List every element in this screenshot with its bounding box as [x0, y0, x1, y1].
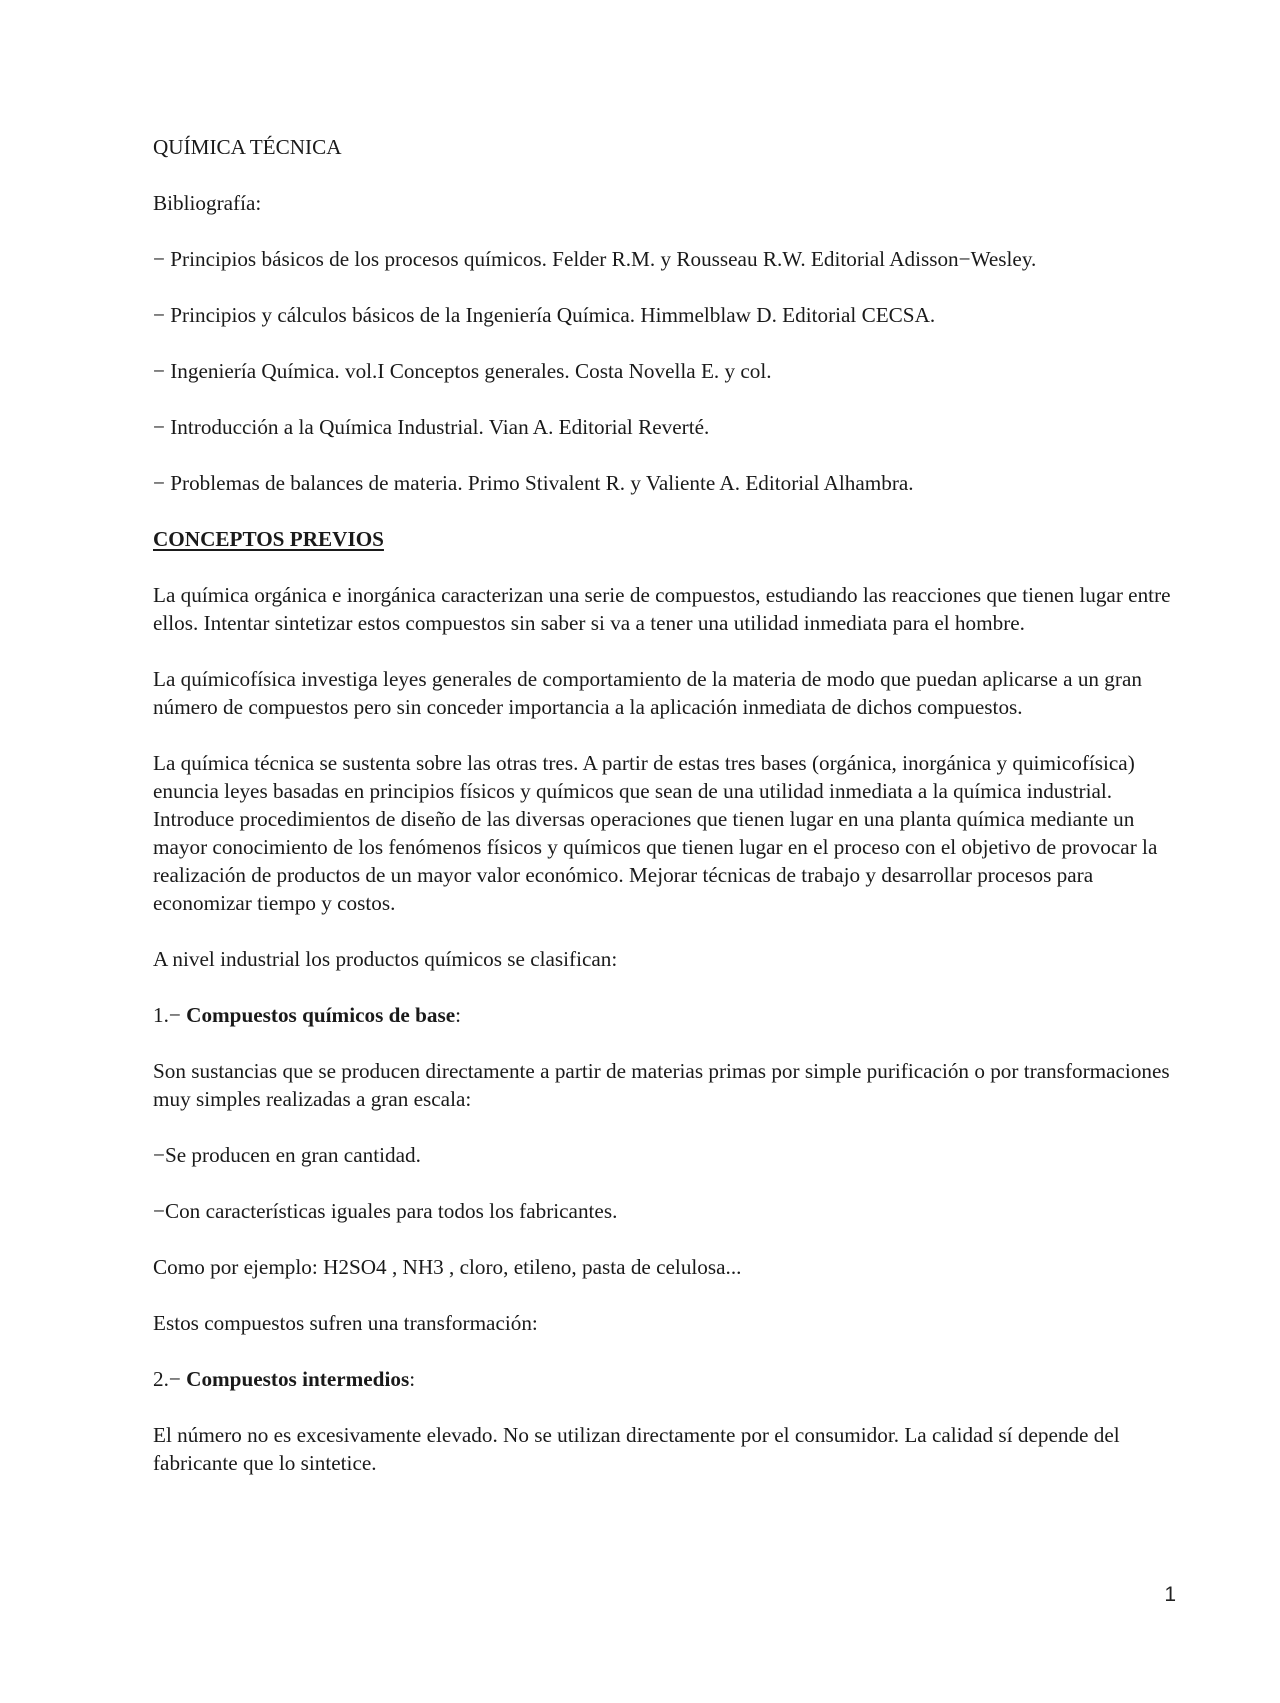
- bibliography-entry-1: − Principios básicos de los procesos químicos. Felder R.M. y Rousseau R.W. Editorial Adisson−Wesley.: [153, 247, 1037, 271]
- document-title: QUÍMICA TÉCNICA: [153, 135, 342, 159]
- paragraph-organic-inorganic: La química orgánica e inorgánica caracterizan una serie de compuestos, estudiando las reacciones que tienen lugar entre ellos. Intentar sintetizar estos compuestos sin saber si va a tener una utilidad inmediata para el hombre.: [153, 583, 1171, 635]
- item-2-description: El número no es excesivamente elevado. No se utilizan directamente por el consumidor. La calidad sí depende del fabricante que lo sintetice.: [153, 1423, 1120, 1475]
- item-1-description: Son sustancias que se producen directamente a partir de materias primas por simple purificación o por transformaciones muy simples realizadas a gran escala:: [153, 1059, 1170, 1111]
- paragraph-technical-chemistry: La química técnica se sustenta sobre las otras tres. A partir de estas tres bases (orgánica, inorgánica y quimicofísica) enuncia leyes basadas en principios físicos y químicos que sean de una utilidad inmediata a la química industrial. Introduce procedimientos de diseño de las diversas operaciones que tienen lugar en una planta química mediante un mayor conocimiento de los fenómenos físicos y químicos que tienen lugar en el proceso con el objetivo de provocar la realización de productos de un mayor valor económico. Mejorar técnicas de trabajo y desarrollar procesos para economizar tiempo y costos.: [153, 751, 1158, 915]
- page-number: 1: [1164, 1583, 1176, 1606]
- item-2-suffix: :: [409, 1367, 416, 1391]
- bibliography-entry-2: − Principios y cálculos básicos de la Ingeniería Química. Himmelblaw D. Editorial CECSA.: [153, 303, 936, 327]
- item-2-heading: [153, 1365, 1183, 1393]
- paragraph-classification: A nivel industrial los productos químicos se clasifican:: [153, 947, 618, 971]
- paragraph-physical-chemistry: La químicofísica investiga leyes generales de comportamiento de la materia de modo que puedan aplicarse a un gran número de compuestos pero sin conceder importancia a la aplicación inmediata de dichos compuestos.: [153, 667, 1142, 719]
- item-1-point-2: −Con características iguales para todos los fabricantes.: [153, 1199, 618, 1223]
- bibliography-entry-3: − Ingeniería Química. vol.I Conceptos generales. Costa Novella E. y col.: [153, 359, 772, 383]
- item-1-number: 1.−: [153, 1003, 187, 1027]
- item-2-label: Compuestos intermedios: [186, 1367, 410, 1391]
- item-1-label: Compuestos químicos de base: [186, 1003, 456, 1027]
- item-1-heading: [153, 1001, 1183, 1029]
- section-heading: CONCEPTOS PREVIOS: [153, 527, 384, 551]
- bibliography-entry-5: − Problemas de balances de materia. Primo Stivalent R. y Valiente A. Editorial Alhambra.: [153, 471, 914, 495]
- bibliography-entry-4: − Introducción a la Química Industrial. Vian A. Editorial Reverté.: [153, 415, 710, 439]
- page-content: [153, 133, 1183, 1505]
- item-2-number: 2.−: [153, 1367, 187, 1391]
- bibliography-label: Bibliografía:: [153, 191, 262, 215]
- item-1-example: Como por ejemplo: H2SO4 , NH3 , cloro, etileno, pasta de celulosa...: [153, 1255, 742, 1279]
- item-1-suffix: :: [455, 1003, 462, 1027]
- item-1-transition: Estos compuestos sufren una transformación:: [153, 1311, 538, 1335]
- item-1-point-1: −Se producen en gran cantidad.: [153, 1143, 421, 1167]
